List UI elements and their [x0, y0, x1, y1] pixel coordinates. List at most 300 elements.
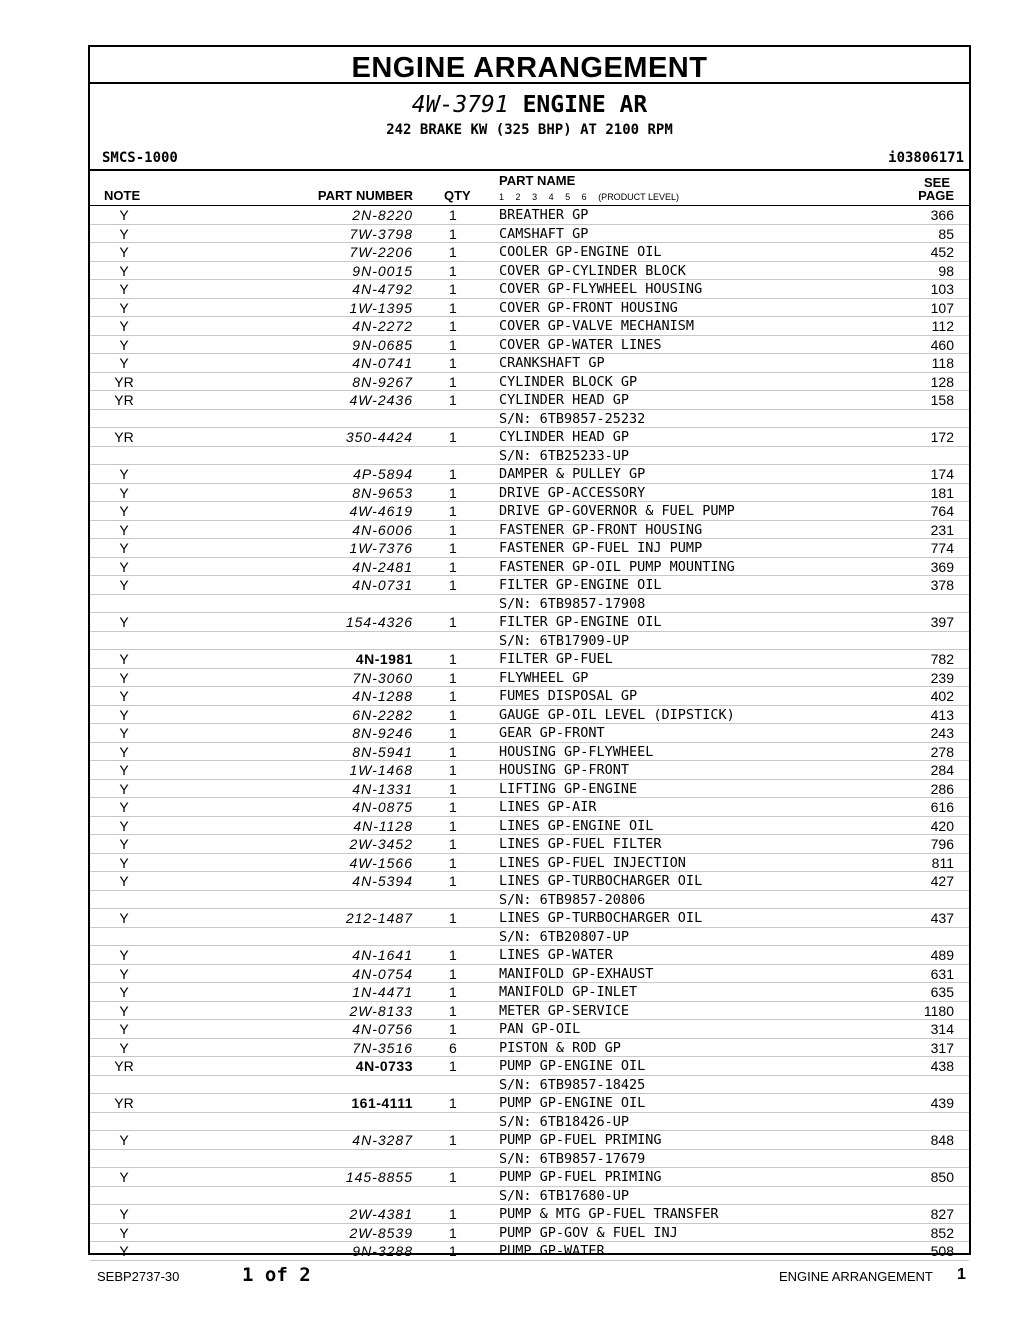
part-number-cell: 161-4111	[351, 1095, 413, 1111]
note-cell: Y	[119, 873, 129, 889]
part-number-cell: 9N-3288	[352, 1243, 413, 1259]
part-number-cell: 2W-4381	[349, 1206, 413, 1222]
see-page-cell[interactable]: 118	[931, 355, 954, 371]
level-6: 6	[581, 192, 587, 202]
part-number-cell: 4N-2481	[352, 558, 413, 575]
part-number-cell: 4N-1128	[353, 817, 413, 834]
part-number-cell: 8N-9246	[352, 725, 413, 741]
note-cell: Y	[119, 817, 129, 834]
see-page-cell[interactable]: 98	[938, 262, 954, 279]
qty-cell: 1	[449, 799, 457, 815]
part-name-cell: LINES GP-ENGINE OIL	[499, 817, 654, 834]
part-name-cell: S/N: 6TB9857-17679	[499, 1150, 646, 1167]
column-header-page: PAGE	[918, 188, 954, 203]
part-name-cell: CYLINDER BLOCK GP	[499, 373, 638, 390]
table-row	[90, 650, 969, 669]
note-cell: Y	[119, 1224, 129, 1241]
see-page-cell[interactable]: 811	[931, 854, 954, 871]
note-cell: Y	[119, 503, 129, 519]
part-name-cell: S/N: 6TB20807-UP	[499, 928, 630, 945]
part-name-cell: PUMP GP-FUEL PRIMING	[499, 1169, 662, 1185]
part-name-cell: FILTER GP-ENGINE OIL	[499, 614, 662, 630]
table-row	[90, 354, 969, 373]
part-name-cell: FASTENER GP-FUEL INJ PUMP	[499, 540, 703, 556]
part-name-cell: COVER GP-CYLINDER BLOCK	[499, 262, 686, 279]
footer-page-number: 1	[957, 1266, 966, 1283]
see-page-cell[interactable]: 413	[930, 706, 954, 723]
see-page-cell[interactable]: 243	[930, 725, 954, 741]
qty-cell: 1	[449, 577, 457, 593]
qty-cell: 1	[449, 281, 457, 297]
part-name-cell: HOUSING GP-FLYWHEEL	[499, 743, 654, 760]
part-name-cell: S/N: 6TB9857-25232	[499, 410, 646, 427]
qty-cell: 1	[449, 1058, 457, 1074]
table-row	[90, 280, 969, 299]
part-name-cell: FUMES DISPOSAL GP	[499, 688, 638, 704]
part-number-cell: 4N-1331	[352, 780, 413, 797]
see-page-cell[interactable]: 452	[930, 244, 954, 260]
header-divider	[90, 169, 969, 171]
qty-cell: 1	[449, 1224, 457, 1241]
see-page-cell[interactable]: 427	[930, 873, 954, 889]
table-row	[90, 410, 969, 429]
see-page-cell[interactable]: 796	[930, 836, 954, 852]
qty-cell: 1	[449, 318, 457, 334]
table-row	[90, 1150, 969, 1169]
see-page-cell[interactable]: 616	[930, 799, 954, 815]
qty-cell: 1	[449, 614, 457, 630]
qty-cell: 1	[449, 669, 457, 686]
part-name-cell: LINES GP-TURBOCHARGER OIL	[499, 910, 703, 926]
part-name-cell: COVER GP-VALVE MECHANISM	[499, 318, 695, 334]
part-name-cell: PAN GP-OIL	[499, 1021, 581, 1037]
part-number-cell: 2N-8220	[352, 207, 413, 223]
level-3: 3	[532, 192, 538, 202]
qty-cell: 1	[449, 910, 457, 926]
see-page-cell[interactable]: 850	[930, 1169, 954, 1185]
part-number-cell: 145-8855	[345, 1169, 413, 1185]
table-row	[90, 1168, 969, 1187]
note-cell: Y	[119, 854, 129, 871]
see-page-cell[interactable]: 437	[930, 910, 954, 926]
part-name-cell: CYLINDER HEAD GP	[499, 429, 630, 445]
table-row	[90, 1224, 969, 1243]
part-name-cell: METER GP-SERVICE	[499, 1002, 630, 1019]
see-page-cell[interactable]: 128	[930, 373, 954, 390]
part-number-cell: 9N-0015	[352, 262, 413, 279]
see-page-cell[interactable]: 378	[930, 577, 954, 593]
qty-cell: 1	[449, 262, 457, 279]
note-cell: Y	[119, 336, 129, 353]
part-number-cell: 9N-0685	[352, 336, 413, 353]
table-row	[90, 891, 969, 910]
qty-cell: 1	[449, 466, 457, 482]
column-header-note: NOTE	[104, 188, 141, 203]
table-row	[90, 262, 969, 281]
table-row	[90, 946, 969, 965]
part-name-cell: DRIVE GP-GOVERNOR & FUEL PUMP	[499, 503, 735, 519]
part-name-cell: COVER GP-FLYWHEEL HOUSING	[499, 281, 703, 297]
see-page-cell[interactable]: 774	[930, 540, 954, 556]
part-name-cell: S/N: 6TB18426-UP	[499, 1113, 630, 1130]
note-cell: Y	[119, 355, 129, 371]
see-page-cell[interactable]: 848	[930, 1132, 954, 1148]
part-number-cell: 4P-5894	[353, 466, 413, 482]
table-row	[90, 521, 969, 540]
qty-cell: 1	[449, 207, 457, 223]
table-row	[90, 835, 969, 854]
see-page-cell[interactable]: 366	[930, 207, 954, 223]
table-row	[90, 1113, 969, 1132]
table-row	[90, 465, 969, 484]
qty-cell: 1	[449, 503, 457, 519]
qty-cell: 1	[449, 540, 457, 556]
see-page-cell[interactable]: 420	[930, 817, 954, 834]
see-page-cell[interactable]: 278	[930, 743, 954, 760]
see-page-cell[interactable]: 369	[930, 558, 954, 575]
qty-cell: 1	[449, 762, 457, 778]
table-row	[90, 484, 969, 503]
part-name-cell: DRIVE GP-ACCESSORY	[499, 484, 646, 501]
table-row	[90, 373, 969, 392]
qty-cell: 1	[449, 984, 457, 1000]
smcs-code: SMCS-1000	[102, 150, 178, 166]
note-cell: Y	[119, 281, 129, 297]
qty-cell: 1	[449, 1206, 457, 1222]
qty-cell: 1	[449, 336, 457, 353]
part-number-cell: 4N-6006	[352, 521, 413, 538]
note-cell: Y	[119, 669, 129, 686]
column-header-part-number: PART NUMBER	[317, 188, 413, 203]
see-page-cell[interactable]: 827	[930, 1206, 954, 1222]
see-page-cell[interactable]: 107	[930, 299, 954, 316]
part-name-cell: MANIFOLD GP-EXHAUST	[499, 965, 654, 982]
table-row	[90, 539, 969, 558]
note-cell: Y	[119, 965, 129, 982]
note-cell: Y	[119, 558, 129, 575]
table-row	[90, 761, 969, 780]
part-name-cell: CYLINDER HEAD GP	[499, 392, 630, 408]
note-cell: Y	[119, 706, 129, 723]
part-number-cell: 4N-1641	[352, 947, 413, 963]
part-number-cell: 4N-1288	[352, 688, 413, 704]
qty-cell: 1	[449, 854, 457, 871]
part-name-cell: PUMP GP-ENGINE OIL	[499, 1058, 646, 1074]
table-row	[90, 854, 969, 873]
level-caption: (PRODUCT LEVEL)	[598, 192, 680, 202]
part-name-cell: PUMP & MTG GP-FUEL TRANSFER	[499, 1206, 719, 1222]
see-page-cell[interactable]: 397	[930, 614, 954, 630]
qty-cell: 1	[449, 1002, 457, 1019]
part-number-cell: 1N-4471	[352, 984, 413, 1000]
table-row	[90, 965, 969, 984]
table-row	[90, 317, 969, 336]
see-page-cell[interactable]: 631	[930, 965, 954, 982]
page-title: ENGINE ARRANGEMENT	[90, 47, 969, 84]
note-cell: Y	[119, 651, 129, 667]
table-row	[90, 1039, 969, 1058]
part-number-cell: 350-4424	[345, 429, 413, 445]
note-cell: Y	[119, 614, 129, 630]
parts-page-frame	[88, 45, 971, 1259]
qty-cell: 1	[449, 780, 457, 797]
part-name-cell: CAMSHAFT GP	[499, 225, 589, 242]
note-cell: Y	[119, 799, 129, 815]
part-name-cell: LINES GP-FUEL FILTER	[499, 836, 662, 852]
note-cell: Y	[119, 540, 129, 556]
part-name-cell: MANIFOLD GP-INLET	[499, 984, 638, 1000]
see-page-cell[interactable]: 85	[938, 225, 954, 242]
table-row	[90, 1242, 969, 1261]
see-page-cell[interactable]: 635	[930, 984, 954, 1000]
column-header-qty: QTY	[444, 188, 471, 203]
footer-page-of: 1 of 2	[242, 1264, 311, 1286]
table-row	[90, 1020, 969, 1039]
part-number-cell: 4N-0741	[352, 355, 413, 371]
table-row	[90, 872, 969, 891]
see-page-cell[interactable]: 508	[930, 1243, 954, 1259]
table-row	[90, 798, 969, 817]
part-name-cell: LINES GP-WATER	[499, 947, 613, 963]
table-row	[90, 928, 969, 947]
part-name-cell: GEAR GP-FRONT	[499, 725, 605, 741]
part-name-cell: PUMP GP-GOV & FUEL INJ	[499, 1224, 678, 1241]
part-name-cell: BREATHER GP	[499, 207, 589, 223]
arrangement-part-number: 4W-3791	[411, 92, 509, 118]
qty-cell: 1	[449, 355, 457, 371]
note-cell: Y	[119, 318, 129, 334]
part-name-cell: FILTER GP-FUEL	[499, 651, 613, 667]
note-cell: Y	[119, 1169, 129, 1185]
note-cell: Y	[119, 225, 129, 242]
table-row	[90, 706, 969, 725]
part-name-cell: FASTENER GP-OIL PUMP MOUNTING	[499, 558, 735, 575]
footer-section-title: ENGINE ARRANGEMENT	[779, 1269, 933, 1284]
part-number-cell: 8N-5941	[352, 743, 413, 760]
part-number-cell: 212-1487	[345, 910, 413, 926]
see-page-cell[interactable]: 1180	[923, 1002, 954, 1019]
part-name-cell: LIFTING GP-ENGINE	[499, 780, 638, 797]
table-row	[90, 687, 969, 706]
note-cell: Y	[119, 1132, 129, 1148]
note-cell: Y	[119, 910, 129, 926]
table-row	[90, 1002, 969, 1021]
part-name-cell: PUMP GP-WATER	[499, 1243, 605, 1259]
qty-cell: 1	[449, 373, 457, 390]
note-cell: Y	[119, 780, 129, 797]
qty-cell: 1	[449, 429, 457, 445]
part-name-cell: S/N: 6TB9857-17908	[499, 595, 646, 612]
qty-cell: 1	[449, 947, 457, 963]
part-number-cell: 7W-2206	[349, 244, 413, 260]
note-cell: YR	[114, 1058, 134, 1074]
part-number-cell: 4N-0754	[352, 965, 413, 982]
see-page-cell[interactable]: 439	[930, 1095, 954, 1111]
note-cell: Y	[119, 244, 129, 260]
product-level-legend	[499, 192, 688, 202]
table-row	[90, 299, 969, 318]
table-row	[90, 1131, 969, 1150]
table-row	[90, 983, 969, 1002]
note-cell: Y	[119, 688, 129, 704]
qty-cell: 1	[449, 725, 457, 741]
note-cell: Y	[119, 577, 129, 593]
part-number-cell: 7N-3060	[352, 669, 413, 686]
see-page-cell[interactable]: 314	[930, 1021, 954, 1037]
footer-document-id: SEBP2737-30	[97, 1269, 180, 1284]
note-cell: Y	[119, 947, 129, 963]
part-name-cell: COVER GP-WATER LINES	[499, 336, 662, 353]
part-number-cell: 2W-8539	[349, 1224, 413, 1241]
qty-cell: 1	[449, 484, 457, 501]
part-number-cell: 4N-0731	[352, 577, 413, 593]
note-cell: Y	[119, 1039, 129, 1056]
qty-cell: 1	[449, 225, 457, 242]
table-row	[90, 428, 969, 447]
part-number-cell: 7N-3516	[352, 1039, 413, 1056]
table-row	[90, 1076, 969, 1095]
see-page-cell[interactable]: 489	[930, 947, 954, 963]
see-page-cell[interactable]: 158	[930, 392, 954, 408]
part-name-cell: FLYWHEEL GP	[499, 669, 589, 686]
part-number-cell: 4N-0756	[352, 1021, 413, 1037]
see-page-cell[interactable]: 181	[930, 484, 954, 501]
page-footer	[0, 1264, 1020, 1294]
part-number-cell: 4W-1566	[349, 854, 413, 871]
qty-cell: 1	[449, 836, 457, 852]
column-header-part-name: PART NAME	[499, 173, 576, 188]
see-page-cell[interactable]: 402	[930, 688, 954, 704]
part-name-cell: GAUGE GP-OIL LEVEL (DIPSTICK)	[499, 706, 735, 723]
see-page-cell[interactable]: 286	[930, 780, 954, 797]
note-cell: Y	[119, 743, 129, 760]
qty-cell: 1	[449, 1132, 457, 1148]
note-cell: Y	[119, 1206, 129, 1222]
note-cell: Y	[119, 262, 129, 279]
qty-cell: 1	[449, 392, 457, 408]
see-page-cell[interactable]: 174	[930, 466, 954, 482]
see-page-cell[interactable]: 103	[930, 281, 954, 297]
table-row	[90, 1094, 969, 1113]
part-number-cell: 1W-1468	[349, 762, 413, 778]
see-page-cell[interactable]: 231	[930, 521, 954, 538]
part-name-cell: COOLER GP-ENGINE OIL	[499, 244, 662, 260]
table-row	[90, 502, 969, 521]
table-row	[90, 447, 969, 466]
note-cell: Y	[119, 466, 129, 482]
see-page-cell[interactable]: 438	[930, 1058, 954, 1074]
column-header-see: SEE	[923, 175, 950, 190]
see-page-cell[interactable]: 172	[930, 429, 954, 445]
note-cell: Y	[119, 725, 129, 741]
note-cell: Y	[119, 207, 129, 223]
table-row	[90, 1187, 969, 1206]
part-number-cell: 4N-4792	[352, 281, 413, 297]
note-cell: Y	[119, 521, 129, 538]
part-name-cell: S/N: 6TB17909-UP	[499, 632, 630, 649]
part-number-cell: 4W-2436	[349, 392, 413, 408]
table-row	[90, 724, 969, 743]
see-page-cell[interactable]: 317	[930, 1039, 954, 1056]
qty-cell: 1	[449, 817, 457, 834]
part-number-cell: 4N-5394	[352, 873, 413, 889]
table-row	[90, 336, 969, 355]
table-row	[90, 632, 969, 651]
see-page-cell[interactable]: 112	[931, 318, 954, 334]
part-number-cell: 8N-9267	[352, 373, 413, 390]
part-number-cell: 6N-2282	[352, 706, 413, 723]
note-cell: YR	[114, 373, 134, 390]
part-number-cell: 8N-9653	[352, 484, 413, 501]
part-number-cell: 4N-0733	[355, 1058, 413, 1074]
see-page-cell[interactable]: 782	[930, 651, 954, 667]
note-cell: YR	[114, 1095, 134, 1111]
engine-rating: 242 BRAKE KW (325 BHP) AT 2100 RPM	[386, 122, 673, 138]
note-cell: Y	[119, 299, 129, 316]
see-page-cell[interactable]: 239	[930, 669, 954, 686]
qty-cell: 1	[449, 244, 457, 260]
part-name-cell: PUMP GP-FUEL PRIMING	[499, 1132, 662, 1148]
note-cell: YR	[114, 429, 134, 445]
note-cell: Y	[119, 1243, 129, 1259]
arrangement-heading	[90, 92, 969, 118]
table-row	[90, 225, 969, 244]
note-cell: Y	[119, 984, 129, 1000]
part-name-cell: DAMPER & PULLEY GP	[499, 466, 646, 482]
see-page-cell[interactable]: 852	[930, 1224, 954, 1241]
see-page-cell[interactable]: 284	[930, 762, 954, 778]
qty-cell: 1	[449, 965, 457, 982]
part-number-cell: 4N-3287	[352, 1132, 413, 1148]
part-name-cell: LINES GP-TURBOCHARGER OIL	[499, 873, 703, 889]
part-number-cell: 4N-1981	[355, 651, 413, 667]
part-name-cell: S/N: 6TB17680-UP	[499, 1187, 630, 1204]
part-name-cell: COVER GP-FRONT HOUSING	[499, 299, 678, 316]
see-page-cell[interactable]: 764	[930, 503, 954, 519]
parts-table-body	[90, 206, 969, 1261]
table-row	[90, 206, 969, 225]
note-cell: Y	[119, 1002, 129, 1019]
table-row	[90, 780, 969, 799]
arrangement-name: ENGINE AR	[522, 92, 648, 118]
qty-cell: 1	[449, 1095, 457, 1111]
level-5: 5	[565, 192, 571, 202]
note-cell: Y	[119, 836, 129, 852]
qty-cell: 6	[449, 1039, 457, 1056]
part-number-cell: 7W-3798	[349, 225, 413, 242]
table-row	[90, 558, 969, 577]
see-page-cell[interactable]: 460	[930, 336, 954, 353]
qty-cell: 1	[449, 651, 457, 667]
part-number-cell: 154-4326	[345, 614, 413, 630]
part-number-cell: 4W-4619	[349, 503, 413, 519]
part-name-cell: S/N: 6TB25233-UP	[499, 447, 630, 464]
part-number-cell: 4N-0875	[352, 799, 413, 815]
part-name-cell: LINES GP-FUEL INJECTION	[499, 854, 686, 871]
note-cell: Y	[119, 1021, 129, 1037]
qty-cell: 1	[449, 743, 457, 760]
part-name-cell: PUMP GP-ENGINE OIL	[499, 1095, 646, 1111]
table-row	[90, 576, 969, 595]
qty-cell: 1	[449, 1169, 457, 1185]
part-name-cell: PISTON & ROD GP	[499, 1039, 621, 1056]
part-number-cell: 2W-3452	[349, 836, 413, 852]
level-4: 4	[548, 192, 554, 202]
part-name-cell: CRANKSHAFT GP	[499, 355, 605, 371]
part-name-cell: LINES GP-AIR	[499, 799, 597, 815]
table-row	[90, 743, 969, 762]
part-number-cell: 1W-1395	[349, 299, 413, 316]
